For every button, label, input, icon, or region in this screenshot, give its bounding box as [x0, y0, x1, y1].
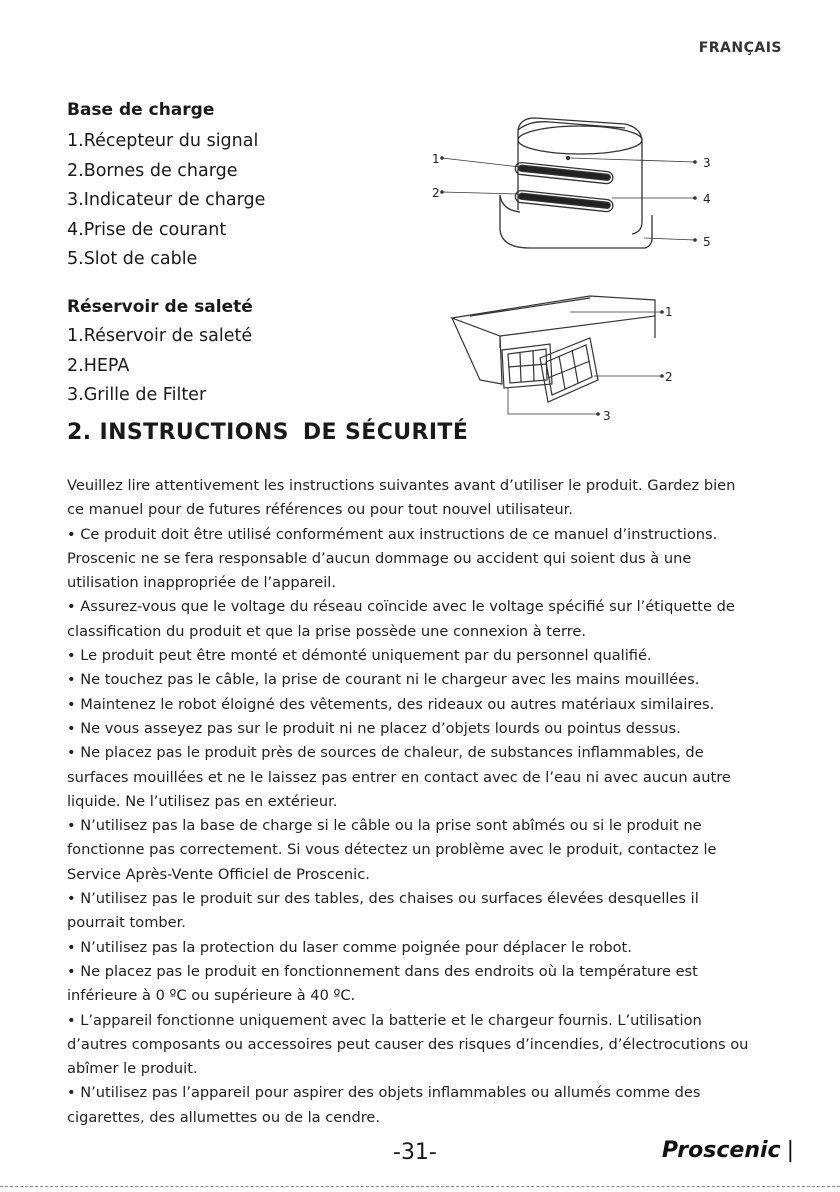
callout-4: 4: [703, 192, 711, 206]
paragraph: • N’utilisez pas le produit sur des tables, des chaises ou surfaces élevées desquelles il pourrait tomber.: [67, 890, 699, 932]
paragraph: • Le produit peut être monté et démonté uniquement par du personnel qualifié.: [67, 647, 652, 665]
paragraph: • L’appareil fonctionne uniquement avec la batterie et le chargeur fournis. L’utilisation d’autres composants ou accessoires peut causer des risques d’incendies, d’électrocutions ou abîmer le produit.: [67, 1011, 749, 1078]
list-item: 2.Bornes de charge: [67, 160, 238, 181]
paragraph: • Ne placez pas le produit près de sources de chaleur, de substances inflammables, de surfaces mouillées et ne le laissez pas entrer en contact avec de l’eau ni avec aucun autre liquide. Ne l’utilisez pas en extérieur.: [67, 744, 731, 810]
list-item: 3.Indicateur de charge: [67, 190, 266, 210]
charging-base-title: Base de charge: [67, 100, 215, 120]
brand-logo: [662, 1138, 794, 1163]
list-item: 1.Réservoir de saleté: [67, 326, 253, 346]
dust-bin-list: [67, 322, 252, 411]
callout-1: 1: [665, 305, 673, 319]
callout-5: 5: [703, 235, 711, 249]
list-item: 2.HEPA: [67, 355, 130, 376]
paragraph: • Maintenez le robot éloigné des vêtements, des rideaux ou autres matériaux similaires.: [67, 695, 715, 713]
paragraph: • Assurez-vous que le voltage du réseau coïncide avec le voltage spécifié sur l’étiquette de classification du produit et que la prise possède une connexion à terre.: [67, 598, 735, 640]
dust-bin-illustration: [440, 288, 690, 428]
dust-bin-title: Réservoir de saleté: [67, 297, 253, 317]
paragraph: • Ne placez pas le produit en fonctionnement dans des endroits où la température est inférieure à 0 ºC ou supérieure à 40 ºC.: [67, 962, 698, 1005]
safety-heading-number: 2. INSTRUCTIONS: [67, 420, 289, 445]
charging-base-illustration: [420, 110, 720, 260]
charging-base-list: [67, 127, 265, 275]
paragraph: • N’utilisez pas la base de charge si le câble ou la prise sont abîmés ou si le produit ne fonctionne pas correctement. Si vous détectez un problème avec le produit, contactez le Service Après-Vente Officiel de Proscenic.: [67, 817, 717, 883]
language-label: FRANÇAIS: [698, 40, 782, 56]
page-number: -31-: [393, 1140, 437, 1165]
safety-heading: [67, 420, 468, 445]
list-item: 1.Récepteur du signal: [67, 131, 259, 151]
callout-2: 2: [432, 186, 440, 200]
callout-3: 3: [603, 409, 611, 423]
paragraph: • Ce produit doit être utilisé conformément aux instructions de ce manuel d’instructions. Proscenic ne se fera responsable d’aucun dommage ou accident qui soient dus à une utilisation inappropriée de l’appareil.: [67, 525, 718, 592]
paragraph: • N’utilisez pas l’appareil pour aspirer des objets inflammables ou allumés comme des cigarettes, des allumettes ou de la cendre.: [67, 1084, 701, 1126]
list-item: 3.Grille de Filter: [67, 385, 207, 405]
safety-heading-text: DE SÉCURITÉ: [302, 420, 469, 445]
callout-2: 2: [665, 370, 673, 384]
callout-3: 3: [703, 156, 711, 170]
paragraph: • N’utilisez pas la protection du laser comme poignée pour déplacer le robot.: [67, 938, 632, 956]
list-item: 5.Slot de cable: [67, 249, 198, 269]
page-edge-divider: [0, 1186, 840, 1187]
paragraph: • Ne touchez pas le câble, la prise de courant ni le chargeur avec les mains mouillées.: [67, 671, 700, 689]
callout-1: 1: [432, 152, 440, 166]
brand-name: Proscenic: [661, 1138, 781, 1163]
list-item: 4.Prise de courant: [67, 219, 227, 240]
brand-separator: |: [786, 1138, 794, 1163]
paragraph: • Ne vous asseyez pas sur le produit ni ne placez d’objets lourds ou pointus dessus.: [67, 719, 681, 737]
paragraph: Veuillez lire attentivement les instructions suivantes avant d’utiliser le produit. Gardez bien ce manuel pour de futures références ou pour tout nouvel utilisateur.: [67, 477, 736, 519]
safety-instructions: [67, 474, 755, 1130]
